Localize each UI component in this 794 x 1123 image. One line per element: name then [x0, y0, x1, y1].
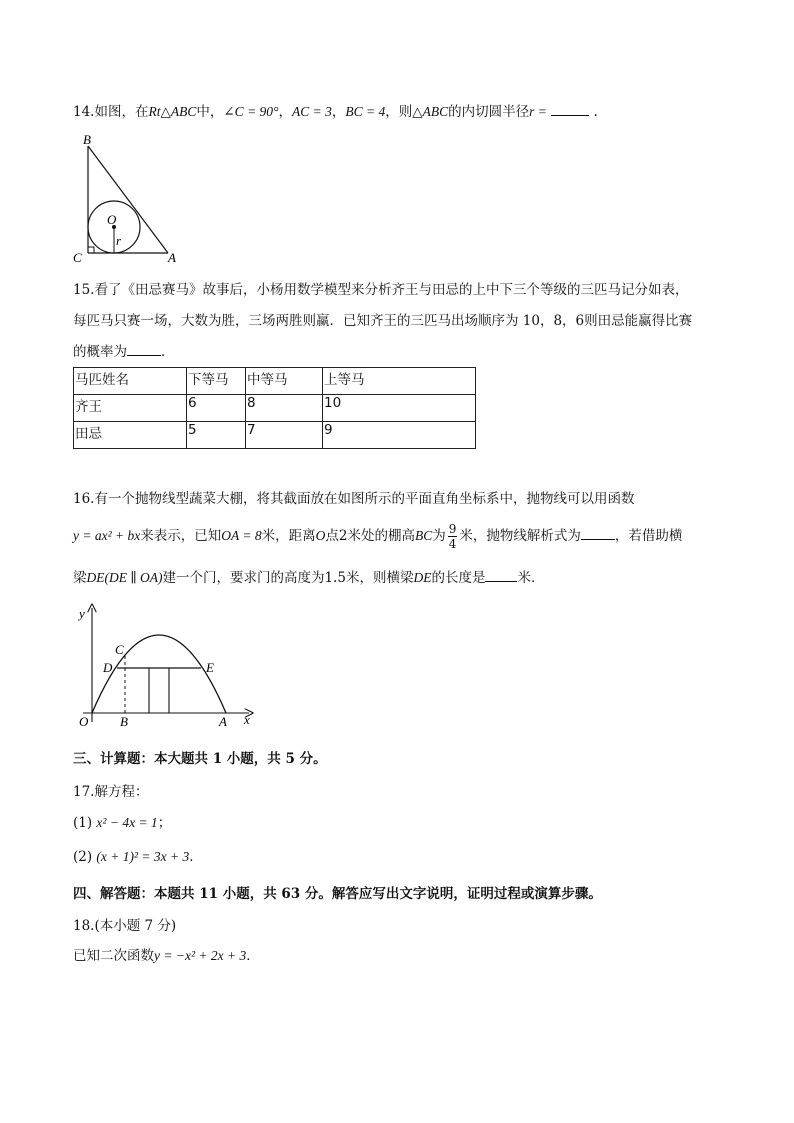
right-angle-mark — [88, 247, 94, 253]
label-o: O — [79, 714, 89, 729]
table-cell: 田忌 — [74, 422, 187, 449]
table-row — [74, 422, 476, 449]
label-b: B — [120, 714, 128, 729]
side-ab — [88, 146, 168, 253]
table-header-cell: 马匹姓名 — [74, 368, 187, 395]
table-header-cell: 下等马 — [187, 368, 246, 395]
q14-text: 14.如图，在Rt△ABC中，∠C = 90°，AC = 3，BC = 4，则△ABC的内切圆半径r = . — [73, 104, 598, 120]
q16-line3: 梁DE(DE ∥ OA)建一个门，要求门的高度为1.5米，则横梁DE的长度是 米． — [73, 570, 545, 586]
parabola-greenhouse-figure — [73, 600, 263, 730]
label-o: O — [107, 212, 117, 227]
table-cell: 8 — [246, 395, 323, 422]
q15-line1: 15.看了《田忌赛马》故事后，小杨用数学模型来分析齐王与田忌的上中下三个等级的三匹马记分如表， — [73, 282, 689, 298]
q15-line2: 每匹马只赛一场，大数为胜，三场两胜则赢．已知齐王的三匹马出场顺序为 10，8，6则田忌能赢得比赛 — [73, 313, 693, 329]
answer-blank-15[interactable] — [127, 343, 161, 356]
table-header-cell: 上等马 — [323, 368, 476, 395]
table-cell: 10 — [323, 395, 476, 422]
table-cell: 6 — [187, 395, 246, 422]
table-header-row — [74, 368, 476, 395]
table-cell: 齐王 — [74, 395, 187, 422]
q15-line3: 的概率为 ． — [73, 344, 175, 360]
triangle-incircle-figure — [73, 132, 188, 265]
horse-score-table — [73, 367, 476, 449]
label-x: x — [244, 712, 250, 727]
table-cell: 5 — [187, 422, 246, 449]
q18-title: 18.(本小题 7 分) — [73, 918, 177, 934]
label-c: C — [73, 250, 82, 265]
label-d: D — [103, 660, 113, 675]
q16-line2: y = ax² + bx来表示，已知OA = 8米，距离O点2米处的棚高BC为 $\frac{9}{4}$ 米，抛物线解析式为 ，若借助横 — [73, 522, 683, 551]
label-y: y — [79, 606, 85, 621]
label-e: E — [206, 660, 214, 675]
q16-line1: 16.有一个抛物线型蔬菜大棚，将其截面放在如图所示的平面直角坐标系中，抛物线可以用函数 — [73, 491, 635, 507]
q17-part1: (1) x² − 4x = 1； — [73, 815, 172, 831]
label-c: C — [115, 642, 124, 657]
label-a: A — [168, 250, 176, 265]
answer-blank-14[interactable] — [551, 103, 589, 116]
section-4-heading: 四、解答题：本题共 11 小题，共 63 分。解答应写出文字说明，证明过程或演算步骤。 — [73, 886, 602, 902]
table-row — [74, 395, 476, 422]
q18-text: 已知二次函数y = −x² + 2x + 3． — [73, 948, 260, 964]
table-cell: 9 — [323, 422, 476, 449]
q17-title: 17.解方程： — [73, 784, 149, 800]
answer-blank-16b[interactable] — [485, 569, 517, 582]
fraction-nine-fourths: $\frac{9}{4}$ — [448, 522, 457, 551]
table-cell: 7 — [246, 422, 323, 449]
table-header-cell: 中等马 — [246, 368, 323, 395]
section-3-heading: 三、计算题：本大题共 1 小题，共 5 分。 — [73, 751, 327, 767]
q17-part2: (2) (x + 1)² = 3x + 3． — [73, 849, 203, 865]
label-b: B — [83, 132, 91, 147]
answer-blank-16a[interactable] — [581, 527, 615, 540]
label-a: A — [219, 714, 227, 729]
label-r: r — [116, 233, 122, 248]
